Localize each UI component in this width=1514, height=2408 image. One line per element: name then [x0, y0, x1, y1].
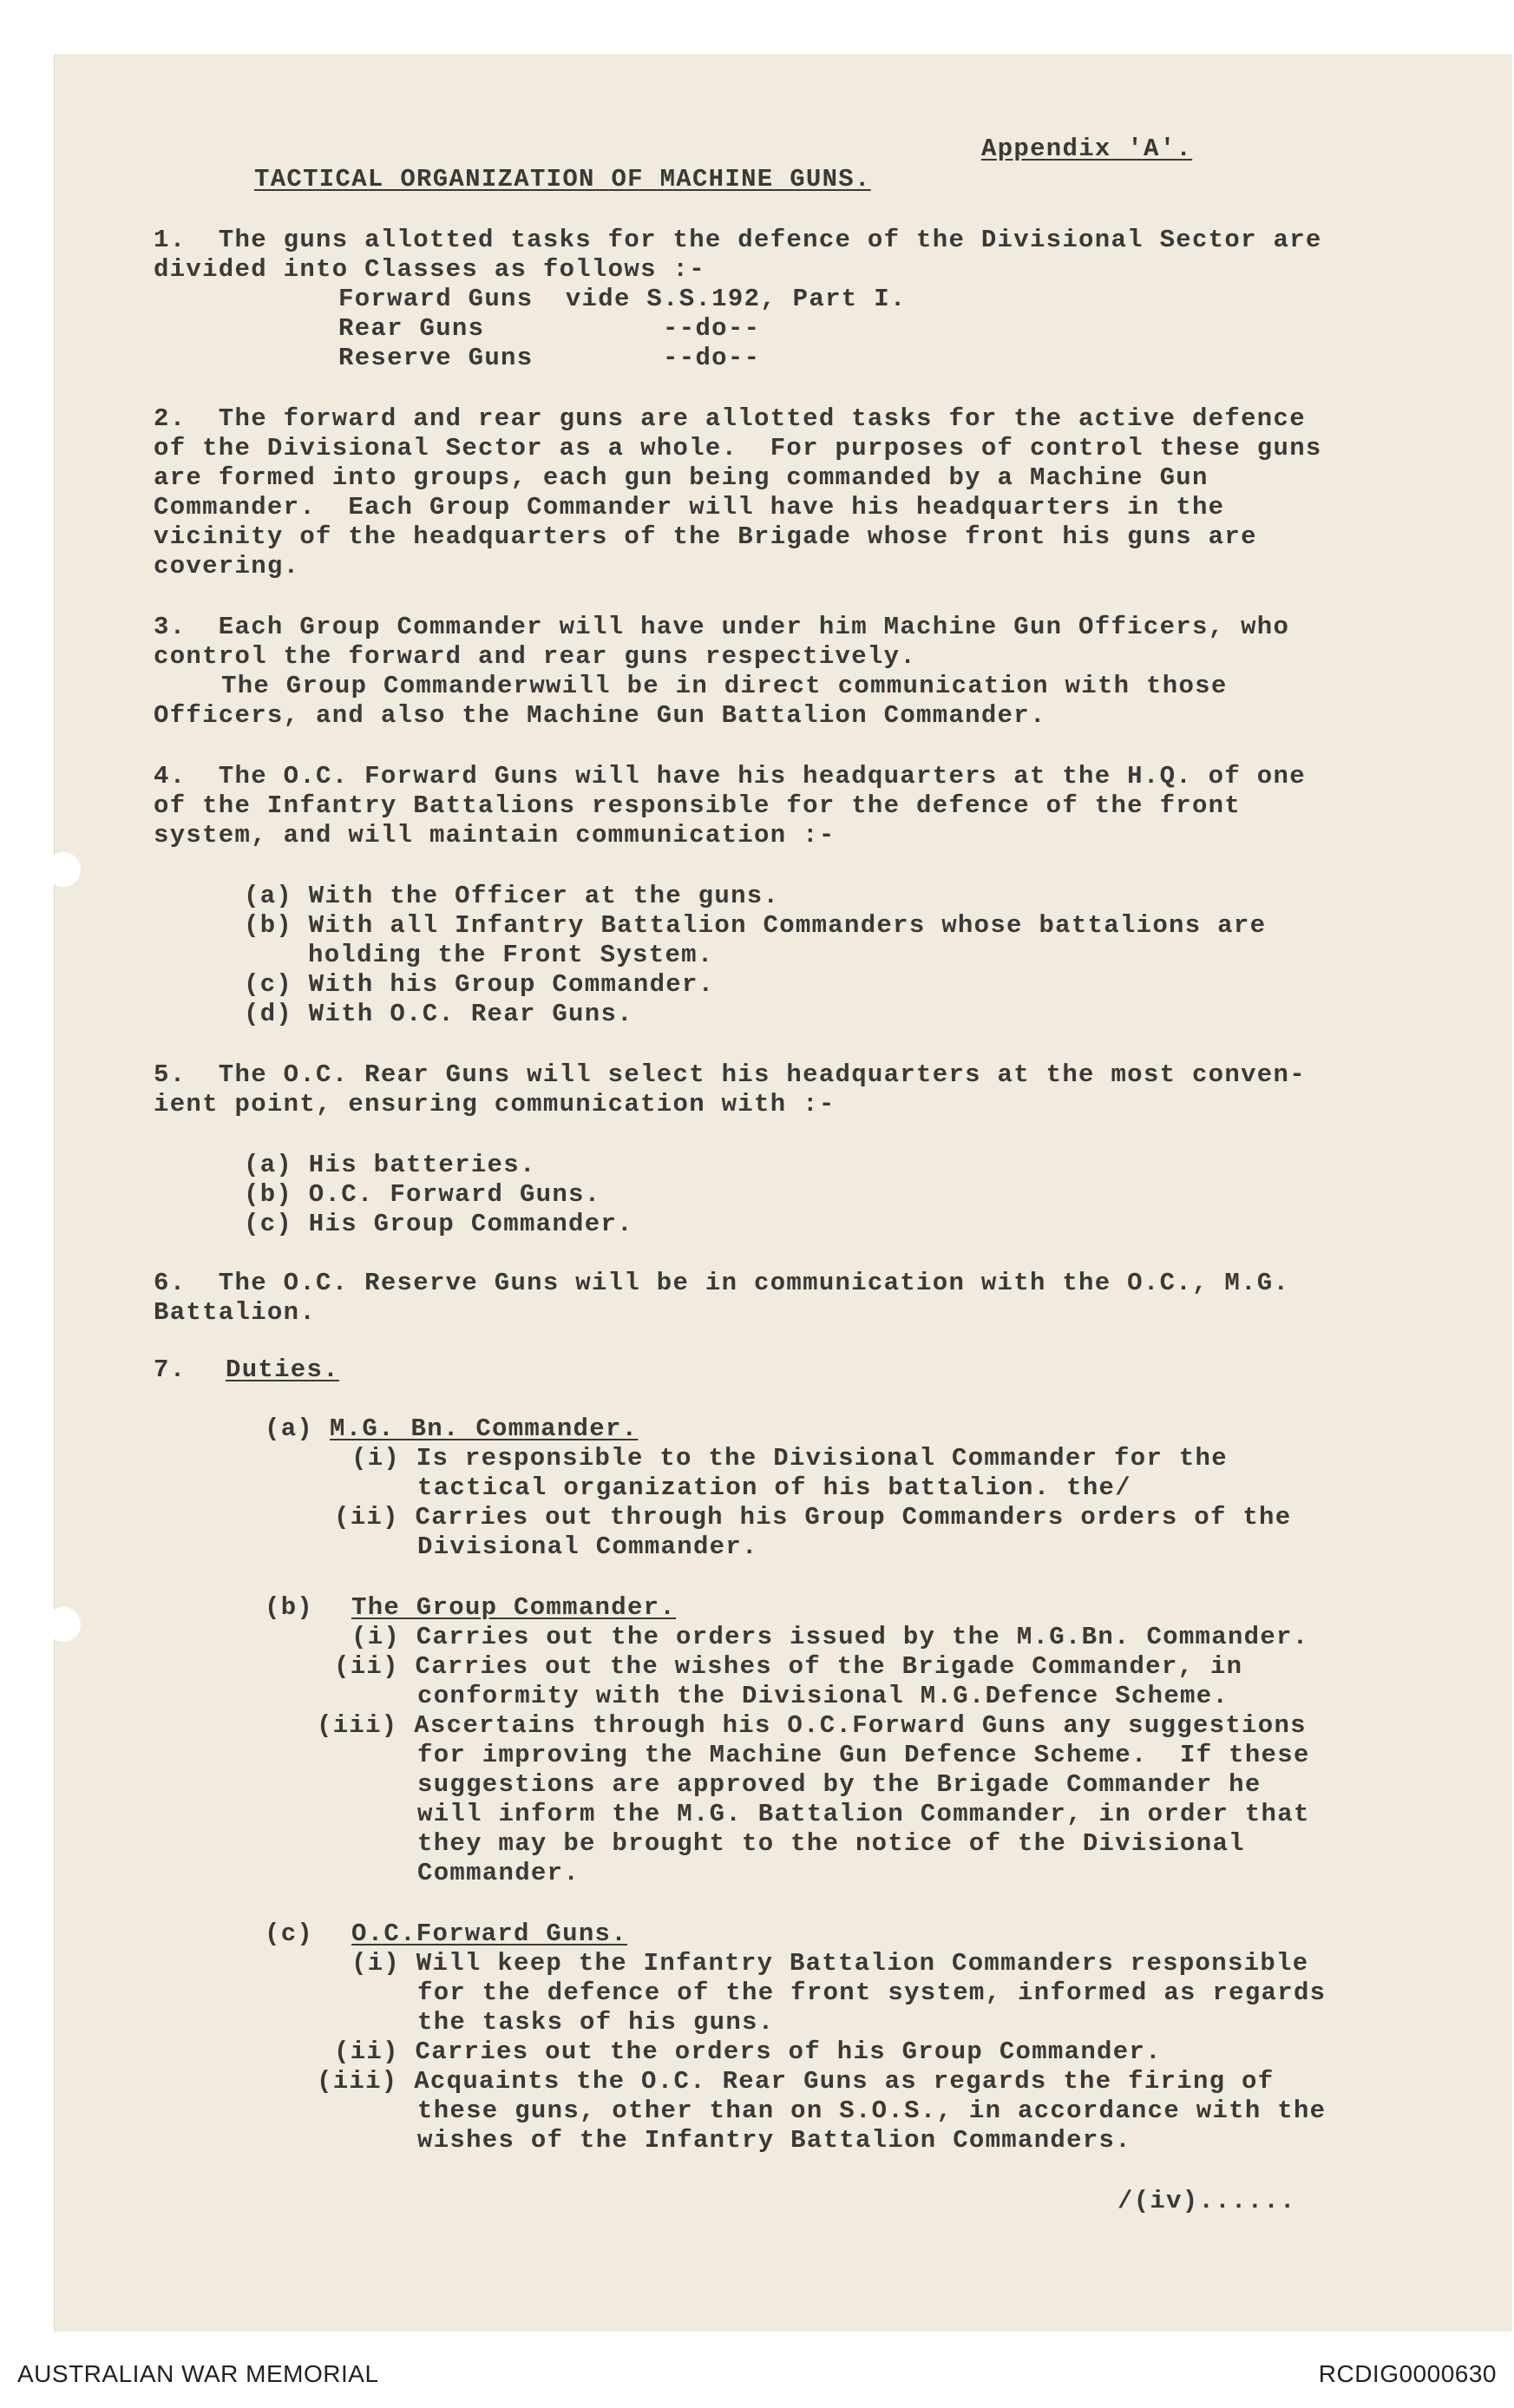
- footer-right-label: RCDIG0000630: [1318, 2360, 1497, 2387]
- subsection-marker: (a): [265, 1414, 314, 1443]
- text-line: for improving the Machine Gun Defence Scheme. If these: [417, 1741, 1310, 1769]
- text-line: Rear Guns --do--: [338, 314, 761, 343]
- text-line: (ii) Carries out through his Group Commanders orders of the: [334, 1503, 1292, 1532]
- text-line: the tasks of his guns.: [417, 2008, 775, 2037]
- subsection-heading: The Group Commander.: [351, 1593, 677, 1622]
- text-line: (ii) Carries out the wishes of the Brigade Commander, in: [334, 1652, 1243, 1681]
- paragraph-number: 7.: [154, 1355, 187, 1384]
- text-line: (d) With O.C. Rear Guns.: [244, 1000, 633, 1028]
- text-line: The Group Commanderwwill be in direct communication with those: [221, 672, 1228, 700]
- text-line: Battalion.: [154, 1298, 317, 1327]
- text-line: (b) With all Infantry Battalion Commanders whose battalions are: [244, 911, 1267, 940]
- punch-hole: [46, 1607, 81, 1642]
- text-line: covering.: [154, 552, 300, 581]
- text-line: for the defence of the front system, informed as regards: [417, 1978, 1327, 2007]
- text-line: (ii) Carries out the orders of his Group Commander.: [334, 2037, 1162, 2066]
- subsection-marker: (c): [265, 1919, 314, 1948]
- text-line: will inform the M.G. Battalion Commander, in order that: [417, 1800, 1310, 1828]
- text-line: (i) Is responsible to the Divisional Commander for the: [351, 1444, 1228, 1473]
- footer-left-label: AUSTRALIAN WAR MEMORIAL: [17, 2360, 379, 2387]
- text-line: 1. The guns allotted tasks for the defence of the Divisional Sector are: [154, 226, 1322, 254]
- text-line: Forward Guns vide S.S.192, Part I.: [338, 285, 907, 313]
- text-line: 6. The O.C. Reserve Guns will be in communication with the O.C., M.G.: [154, 1269, 1290, 1297]
- text-line: (i) Carries out the orders issued by the M.G.Bn. Commander.: [351, 1623, 1309, 1651]
- text-line: 3. Each Group Commander will have under him Machine Gun Officers, who: [154, 613, 1290, 641]
- text-line: of the Infantry Battalions responsible for the defence of the front: [154, 791, 1242, 820]
- text-line: these guns, other than on S.O.S., in accordance with the: [417, 2096, 1327, 2125]
- continuation-marker: /(iv)......: [1117, 2187, 1296, 2215]
- text-line: Officers, and also the Machine Gun Battalion Commander.: [154, 701, 1046, 730]
- text-line: 4. The O.C. Forward Guns will have his headquarters at the H.Q. of one: [154, 762, 1306, 791]
- text-line: divided into Classes as follows :-: [154, 255, 705, 284]
- text-line: wishes of the Infantry Battalion Commanders.: [417, 2126, 1131, 2155]
- text-line: Reserve Guns --do--: [338, 344, 761, 372]
- text-line: (c) With his Group Commander.: [244, 970, 715, 999]
- appendix-label: Appendix 'A'.: [981, 135, 1193, 163]
- text-line: suggestions are approved by the Brigade Commander he: [417, 1770, 1262, 1799]
- text-line: (iii) Ascertains through his O.C.Forward Guns any suggestions: [317, 1711, 1307, 1740]
- text-line: tactical organization of his battalion. the/: [417, 1473, 1131, 1502]
- text-line: Commander. Each Group Commander will have his headquarters in the: [154, 493, 1225, 522]
- text-line: system, and will maintain communication :-: [154, 821, 836, 850]
- text-line: control the forward and rear guns respectively.: [154, 642, 917, 671]
- text-line: they may be brought to the notice of the Divisional: [417, 1829, 1245, 1858]
- text-line: (b) O.C. Forward Guns.: [244, 1180, 601, 1209]
- text-line: conformity with the Divisional M.G.Defence Scheme.: [417, 1682, 1229, 1710]
- document-title: TACTICAL ORGANIZATION OF MACHINE GUNS.: [254, 165, 871, 194]
- text-line: of the Divisional Sector as a whole. For purposes of control these guns: [154, 434, 1322, 463]
- text-line: Commander.: [417, 1859, 580, 1887]
- subsection-heading: O.C.Forward Guns.: [351, 1919, 627, 1948]
- text-line: (i) Will keep the Infantry Battalion Commanders responsible: [351, 1949, 1309, 1978]
- text-line: (a) With the Officer at the guns.: [244, 882, 780, 910]
- text-line: ient point, ensuring communication with :-: [154, 1090, 836, 1119]
- text-line: (iii) Acquaints the O.C. Rear Guns as regards the firing of: [317, 2067, 1275, 2096]
- section-heading: Duties.: [226, 1355, 339, 1384]
- subsection-marker: (b): [265, 1593, 314, 1622]
- text-line: are formed into groups, each gun being commanded by a Machine Gun: [154, 463, 1209, 492]
- text-line: vicinity of the headquarters of the Brigade whose front his guns are: [154, 522, 1257, 551]
- punch-hole: [46, 852, 81, 887]
- text-line: (a) His batteries.: [244, 1151, 536, 1179]
- subsection-heading: M.G. Bn. Commander.: [330, 1414, 639, 1443]
- text-line: 2. The forward and rear guns are allotted tasks for the active defence: [154, 404, 1306, 433]
- text-line: Divisional Commander.: [417, 1532, 758, 1561]
- text-line: (c) His Group Commander.: [244, 1210, 633, 1238]
- text-line: holding the Front System.: [308, 941, 714, 969]
- text-line: 5. The O.C. Rear Guns will select his headquarters at the most conven-: [154, 1060, 1306, 1089]
